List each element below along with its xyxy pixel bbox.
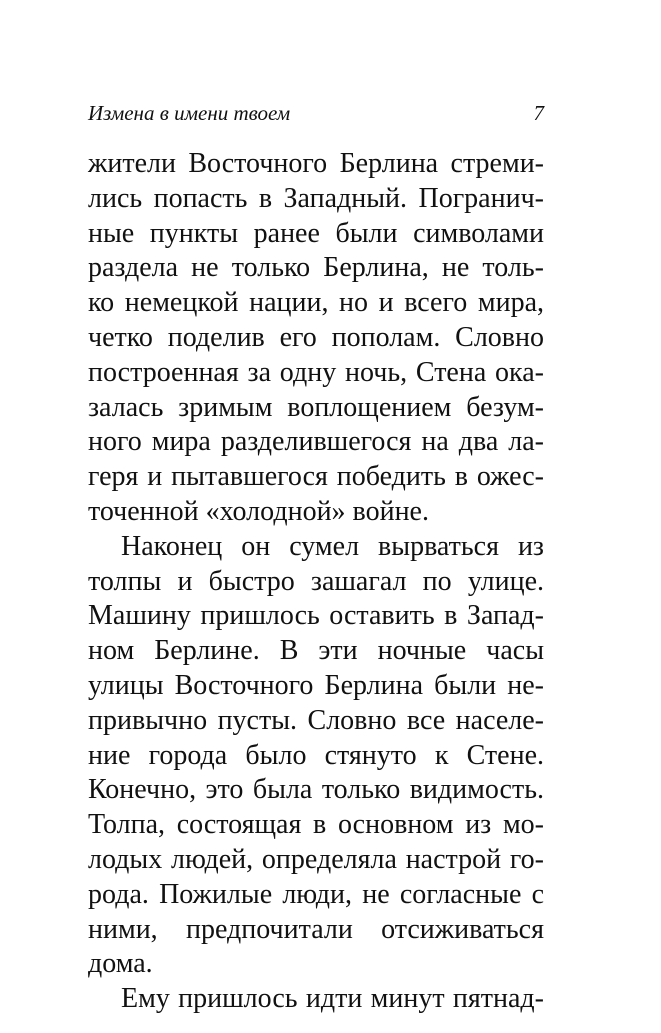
text-line: раздела не только Берлина, не толь-	[88, 252, 544, 284]
text-line: лодых людей, определяла настрой го-	[88, 843, 544, 875]
text-line: ного мира разделившегося на два ла-	[88, 426, 544, 458]
text-line: ном Берлине. В эти ночные часы	[88, 635, 544, 667]
text-line: Ему пришлось идти минут пятнад-	[121, 983, 544, 1015]
text-line: ко немецкой нации, но и всего мира,	[88, 287, 544, 319]
text-line: улицы Восточного Берлина были не-	[88, 669, 544, 701]
text-line: Толпа, состоящая в основном из мо-	[88, 809, 544, 841]
text-line: толпы и быстро зашагал по улице.	[88, 565, 544, 597]
text-line: точенной «холодной» войне.	[88, 495, 429, 527]
page-number: 7	[533, 101, 544, 125]
text-line: Машину пришлось оставить в Запад-	[88, 600, 544, 632]
text-line: жители Восточного Берлина стреми-	[88, 148, 544, 179]
text-line: построенная за одну ночь, Стена ока-	[88, 356, 544, 388]
text-line: привычно пусты. Словно все населе-	[88, 704, 544, 736]
text-line: четко поделив его пополам. Словно	[88, 321, 544, 353]
text-line: лись попасть в Западный. Погранич-	[88, 182, 544, 214]
text-line: Конечно, это была только видимость.	[88, 774, 544, 806]
body-text	[88, 147, 544, 1017]
text-line: дома.	[88, 948, 153, 980]
text-line: ними, предпочитали отсиживаться	[88, 913, 544, 945]
running-head	[88, 98, 544, 128]
running-title: Измена в имени твоем	[88, 101, 291, 125]
text-line: рода. Пожилые люди, не согласные с	[88, 878, 544, 910]
text-line: Наконец он сумел вырваться из	[121, 530, 544, 562]
text-line: ние города было стянуто к Стене.	[88, 739, 544, 771]
text-line: залась зримым воплощением безум-	[88, 391, 544, 423]
text-line: геря и пытавшегося победить в ожес-	[88, 461, 544, 493]
text-line: ные пункты ранее были символами	[88, 217, 544, 249]
